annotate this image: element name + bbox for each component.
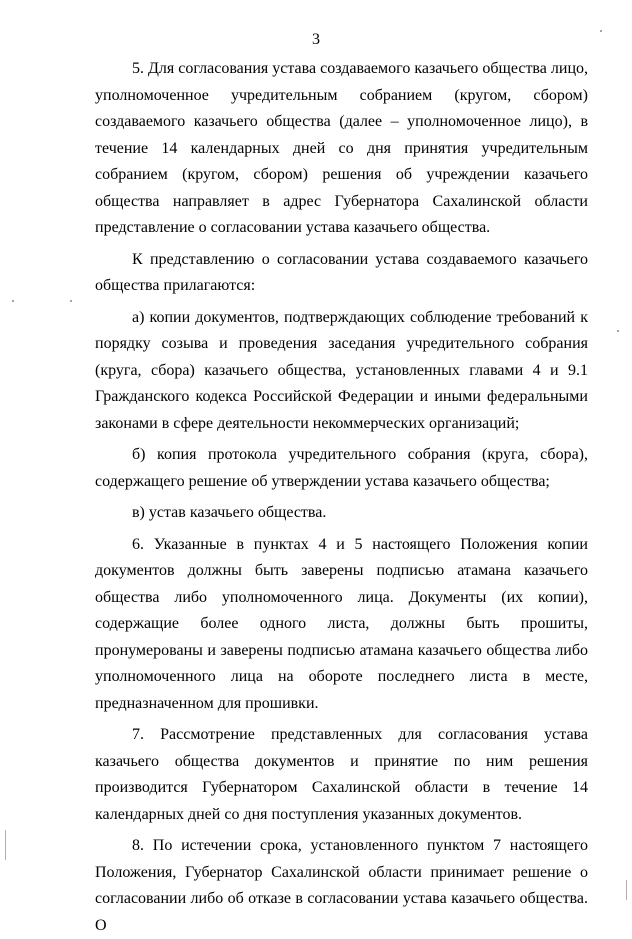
paragraph-clause-6: 6. Указанные в пунктах 4 и 5 настоящего Положения копии документов должны быть заверены подписью атамана казачьего общества либо уполномоченного лица. Документы (их копии), содержащие более одного листа, должны быть прошиты, пронумерованы и заверены подписью атамана казачьего общества либо уполномоченного лица на обороте последнего листа в месте, предназначенном для прошивки.	[95, 535, 588, 712]
scan-speck	[626, 880, 627, 900]
paragraph-item-v: в) устав казачьего общества.	[132, 504, 327, 521]
page-number: 3	[312, 31, 320, 48]
scan-speck	[70, 300, 72, 302]
paragraph-clause-8: 8. По истечении срока, установленного пунктом 7 настоящего Положения, Губернатор Сахалинской области принимает решение о согласовании либо об отказе в согласовании устава казачьего общества. О	[95, 837, 588, 934]
scan-speck	[600, 30, 602, 32]
scan-speck	[5, 830, 6, 860]
document-body	[95, 56, 588, 939]
paragraph-attachments-intro: К представлению о согласовании устава создаваемого казачьего общества прилагаются:	[95, 250, 588, 294]
paragraph-item-b: б) копия протокола учредительного собрания (круга, сбора), содержащего решение об утверждении устава казачьего общества;	[95, 446, 588, 490]
paragraph-clause-5: 5. Для согласования устава создаваемого казачьего общества лицо, уполномоченное учредительным собранием (кругом, сбором) создаваемого казачьего общества (далее – уполномоченное лицо), в течение 14 календарных дней со дня принятия учредительным собранием (кругом, сбором) решения об учреждении казачьего общества направляет в адрес Губернатора Сахалинской области представление о согласовании устава казачьего общества.	[95, 60, 588, 236]
paragraph-item-a: а) копии документов, подтверждающих соблюдение требований к порядку созыва и проведения заседания учредительного собрания (круга, сбора) казачьего общества, установленных главами 4 и 9.1 Гражданского кодекса Российской Федерации и иными федеральными законами в сфере деятельности некоммерческих организаций;	[95, 308, 588, 432]
scan-speck	[617, 330, 619, 332]
paragraph-clause-7: 7. Рассмотрение представленных для согласования устава казачьего общества документов и принятие по ним решения производится Губернатором Сахалинской области в течение 14 календарных дней со дня поступления указанных документов.	[95, 726, 588, 823]
scan-speck	[12, 300, 14, 302]
